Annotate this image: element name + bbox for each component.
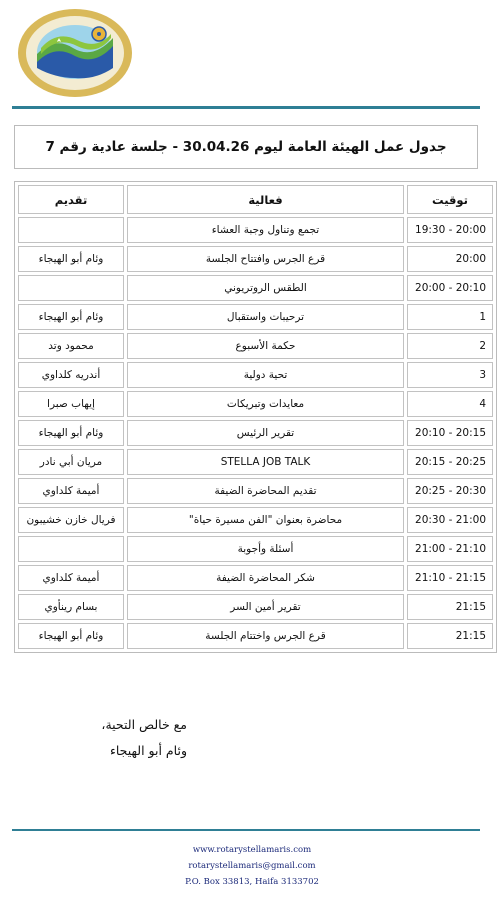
activity-cell: قرع الجرس وافتتاح الجلسة (127, 246, 404, 272)
time-cell: 19:30 - 20:00 (407, 217, 493, 243)
presenter-cell: وئام أبو الهيجاء (18, 304, 124, 330)
presenter-cell: محمود وتد (18, 333, 124, 359)
activity-cell: ترحيبات واستقبال (127, 304, 404, 330)
presenter-cell (18, 217, 124, 243)
footer-email[interactable]: rotarystellamaris@gmail.com (188, 861, 316, 871)
header-divider (12, 106, 480, 109)
club-logo (17, 8, 133, 98)
presenter-cell: مريان أبي نادر (18, 449, 124, 475)
presenter-cell (18, 536, 124, 562)
activity-cell: حكمة الأسبوع (127, 333, 404, 359)
time-cell: 2 (407, 333, 493, 359)
time-cell: 1 (407, 304, 493, 330)
table-row (18, 536, 493, 562)
presenter-cell: وئام أبو الهيجاء (18, 420, 124, 446)
header-activity: فعالية (127, 185, 404, 214)
table-row (18, 246, 493, 272)
activity-cell: تجمع وتناول وجبة العشاء (127, 217, 404, 243)
table-row (18, 304, 493, 330)
presenter-cell: إيهاب صبرا (18, 391, 124, 417)
table-row (18, 362, 493, 388)
time-cell: 3 (407, 362, 493, 388)
table-row (18, 623, 493, 649)
closing-block (67, 717, 187, 769)
activity-cell: شكر المحاضرة الضيفة (127, 565, 404, 591)
time-cell: 20:30 - 21:00 (407, 507, 493, 533)
closing-signature: وئام أبو الهيجاء (110, 743, 187, 758)
rotary-logo-icon (17, 8, 133, 98)
presenter-cell (18, 275, 124, 301)
agenda-title-box (14, 125, 478, 169)
footer-address: P.O. Box 33813, Haifa 3133702 (185, 877, 319, 887)
table-header-row (18, 185, 493, 214)
time-cell: 4 (407, 391, 493, 417)
presenter-cell: فريال خازن خشيبون (18, 507, 124, 533)
table-row (18, 507, 493, 533)
footer-website[interactable]: www.rotarystellamaris.com (192, 845, 312, 855)
time-cell: 21:15 (407, 623, 493, 649)
header-time: توقيت (407, 185, 493, 214)
table-row (18, 391, 493, 417)
time-cell: 20:15 - 20:25 (407, 449, 493, 475)
agenda-table (14, 181, 497, 653)
table-row (18, 275, 493, 301)
presenter-cell: أندريه كلداوي (18, 362, 124, 388)
table-row (18, 449, 493, 475)
activity-cell: قرع الجرس واختتام الجلسة (127, 623, 404, 649)
table-row (18, 594, 493, 620)
presenter-cell: وئام أبو الهيجاء (18, 623, 124, 649)
presenter-cell: وئام أبو الهيجاء (18, 246, 124, 272)
table-row (18, 478, 493, 504)
time-cell: 21:00 - 21:10 (407, 536, 493, 562)
table-row (18, 217, 493, 243)
presenter-cell: بسام رينأوي (18, 594, 124, 620)
presenter-cell: أميمة كلداوي (18, 565, 124, 591)
activity-cell: أسئلة وأجوبة (127, 536, 404, 562)
activity-cell: الطقس الروتريوني (127, 275, 404, 301)
time-cell: 20:25 - 20:30 (407, 478, 493, 504)
time-cell: 20:00 - 20:10 (407, 275, 493, 301)
footer-divider (12, 829, 480, 831)
activity-cell: معايدات وتبريكات (127, 391, 404, 417)
time-cell: 20:00 (407, 246, 493, 272)
time-cell: 21:15 (407, 594, 493, 620)
activity-cell: محاضرة بعنوان "الفن مسيرة حياة" (127, 507, 404, 533)
time-cell: 21:10 - 21:15 (407, 565, 493, 591)
activity-cell: تقرير الرئيس (127, 420, 404, 446)
header-presenter: تقديم (18, 185, 124, 214)
table-row (18, 333, 493, 359)
time-cell: 20:10 - 20:15 (407, 420, 493, 446)
presenter-cell: أميمة كلداوي (18, 478, 124, 504)
table-row (18, 565, 493, 591)
activity-cell: STELLA JOB TALK (127, 449, 404, 475)
footer (0, 842, 504, 890)
activity-cell: تحية دولية (127, 362, 404, 388)
closing-greeting: مع خالص التحية، (101, 717, 187, 732)
table-row (18, 420, 493, 446)
activity-cell: تقرير أمين السر (127, 594, 404, 620)
activity-cell: تقديم المحاضرة الضيفة (127, 478, 404, 504)
agenda-title: جدول عمل الهيئة العامة ليوم 30.04.26 - جلسة عادية رقم 7 (45, 139, 447, 155)
